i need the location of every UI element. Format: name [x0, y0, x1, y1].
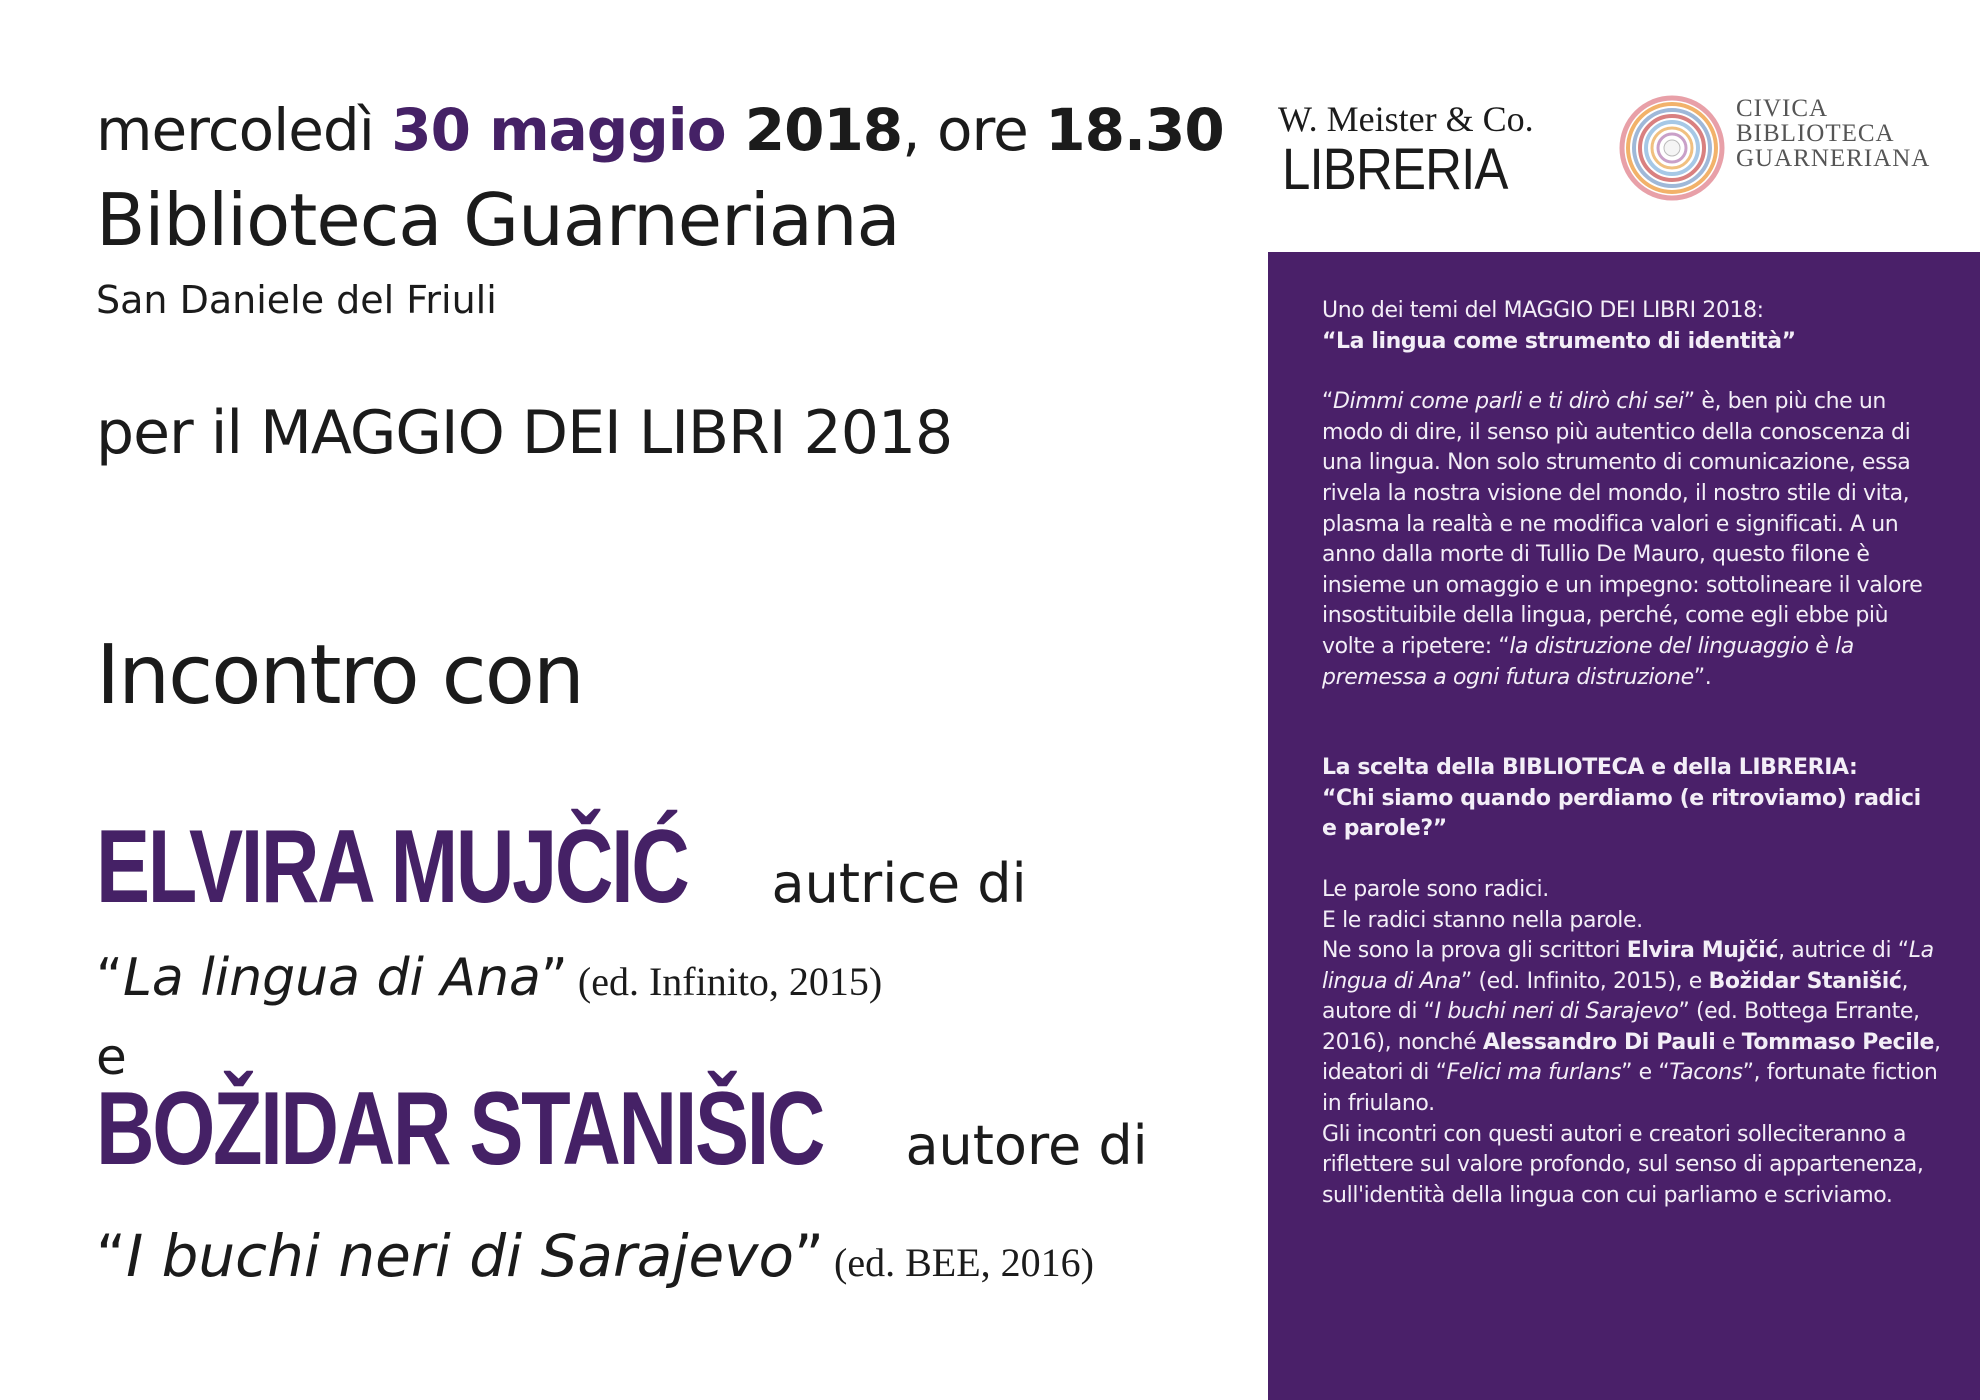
- venue-town: San Daniele del Friuli: [96, 278, 497, 322]
- author-role: autrice di: [754, 852, 1027, 915]
- panel-choice-heading: La scelta della BIBLIOTECA e della LIBRERIA:: [1322, 755, 1858, 781]
- book-title: Felici ma furlans: [1446, 1060, 1622, 1086]
- book-open-quote: “: [96, 1222, 127, 1290]
- guarneriana-line2: BIBLIOTECA: [1736, 120, 1895, 147]
- book-edition: (ed. Infinito, 2015): [567, 959, 883, 1004]
- event-time: 18.30: [1045, 96, 1224, 164]
- libreria-logo-line2: LIBRERIA: [1282, 137, 1508, 202]
- guarneriana-seal-icon: [1618, 94, 1726, 202]
- panel-theme: “La lingua come strumento di identità”: [1322, 328, 1796, 354]
- book-close-quote: ”: [540, 948, 568, 1008]
- text: ” (ed. Infinito, 2015), e: [1460, 968, 1709, 994]
- text: , ideatori di “: [1322, 1029, 1941, 1086]
- panel-quote-2: la distruzione del linguaggio è la premessa a ogni futura distruzione: [1322, 633, 1854, 690]
- date-year: 2018: [725, 96, 903, 164]
- panel-paragraph-3: Gli incontri con questi autori e creatori solleciteranno a riflettere sul valore profondo, sul senso di appartenenza, sull'identità della lingua con cui parliamo e scriviamo.: [1322, 1121, 1924, 1208]
- panel-choice-question: “Chi siamo quando perdiamo (e ritroviamo) radici e parole?”: [1322, 785, 1921, 842]
- book-title: La lingua di Ana: [1322, 938, 1934, 994]
- book-title: I buchi neri di Sarajevo: [126, 1222, 794, 1290]
- book-title: La lingua di Ana: [122, 948, 541, 1008]
- book-row-1: [96, 948, 882, 1008]
- writer-name: Božidar Stanišić: [1708, 968, 1902, 994]
- book-title: I buchi neri di Sarajevo: [1434, 999, 1679, 1025]
- libreria-logo-line1: W. Meister & Co.: [1278, 99, 1534, 139]
- info-panel-text: [1322, 296, 1942, 1211]
- meeting-heading: Incontro con: [96, 628, 583, 723]
- guarneriana-logo-text: [1736, 96, 1930, 171]
- author-name: ELVIRA MUJČIĆ: [96, 809, 688, 925]
- date-day-month: 30 maggio: [391, 96, 726, 164]
- panel-line-1: Le parole sono radici.: [1322, 876, 1549, 902]
- writer-name: Elvira Mujčić: [1626, 938, 1779, 964]
- text: , autore di “: [1322, 968, 1909, 1025]
- libreria-logo: [1268, 92, 1546, 200]
- author-row-1: [96, 808, 1027, 927]
- book-close-quote: ”: [793, 1222, 825, 1290]
- author-row-2: [96, 1070, 1148, 1189]
- guarneriana-line1: CIVICA: [1736, 95, 1829, 122]
- book-row-2: [96, 1222, 1094, 1290]
- book-edition: (ed. BEE, 2016): [824, 1240, 1094, 1285]
- text: e: [1715, 1029, 1742, 1055]
- venue-title: Biblioteca Guarneriana: [96, 178, 900, 262]
- panel-body: ” è, ben più che un modo di dire, il senso più autentico della conoscenza di una lingua. Non solo strumento di comunicazione, essa rivela la nostra visione del mondo, il nostro stile di vita, plasma la realtà e ne modifica valori e significati. A un anno dalla morte di Tullio De Mauro, questo filone è insieme un omaggio e un impegno: sottolineare il valore insostituibile della lingua, perché, come egli ebbe più volte a ripetere: “: [1322, 389, 1923, 659]
- writer-name: Alessandro Di Pauli: [1482, 1029, 1716, 1055]
- info-panel: [1268, 252, 1980, 1400]
- event-date-line: [96, 96, 1224, 164]
- panel-line-2: E le radici stanno nella parole.: [1322, 907, 1643, 933]
- text: ”, fortunate fiction in friulano.: [1322, 1060, 1938, 1117]
- writer-name: Tommaso Pecile: [1741, 1029, 1934, 1055]
- author-name: BOŽIDAR STANIŠIC: [96, 1071, 824, 1187]
- guarneriana-line3: GUARNERIANA: [1736, 145, 1931, 172]
- festival-line: per il MAGGIO DEI LIBRI 2018: [96, 398, 953, 468]
- time-prefix: , ore: [902, 96, 1046, 164]
- panel-intro: Uno dei temi del MAGGIO DEI LIBRI 2018:: [1322, 298, 1764, 323]
- panel-paragraph-1: [1322, 387, 1942, 693]
- panel-quote: Dimmi come parli e ti dirò chi sei: [1333, 389, 1684, 415]
- panel-paragraph-2: [1322, 936, 1942, 1120]
- text: , autrice di “: [1778, 938, 1909, 964]
- text: ” e “: [1621, 1060, 1670, 1086]
- quote-close: ”.: [1693, 664, 1712, 690]
- text: ” (ed. Bottega Errante, 2016), nonché: [1322, 999, 1920, 1055]
- book-open-quote: “: [96, 948, 123, 1008]
- quote-open: “: [1322, 389, 1333, 415]
- author-role: autore di: [888, 1114, 1148, 1177]
- conjunction: e: [96, 1028, 127, 1086]
- text: Ne sono la prova gli scrittori: [1322, 938, 1627, 964]
- guarneriana-logo: [1614, 84, 1936, 210]
- book-title: Tacons: [1669, 1060, 1743, 1086]
- date-prefix: mercoledì: [96, 96, 392, 164]
